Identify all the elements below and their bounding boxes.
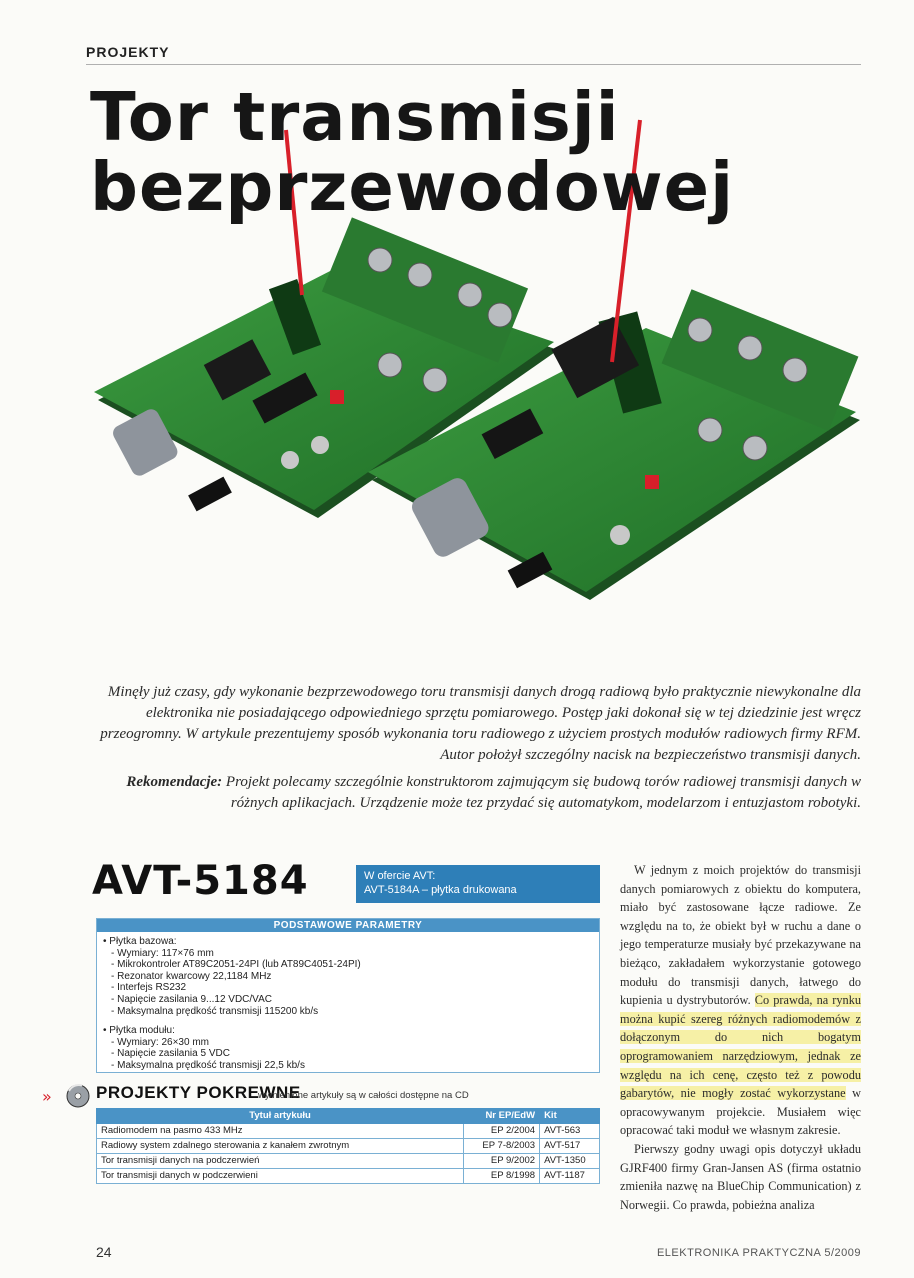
column-header: Tytuł artykułu — [97, 1109, 464, 1124]
table-header-row — [97, 1109, 600, 1124]
article-title — [90, 78, 735, 226]
group-title: • Płytka bazowa: — [103, 936, 177, 947]
table-cell: AVT-517 — [540, 1139, 600, 1154]
column-header: Nr EP/EdW — [464, 1109, 540, 1124]
parameter-item: - Maksymalna prędkość transmisji 115200 kb/s — [111, 1005, 319, 1017]
related-projects-note: wymienione artykuły są w całości dostępne na CD — [258, 1090, 469, 1101]
parameters-group — [103, 936, 593, 1017]
related-projects-table — [96, 1108, 600, 1184]
body-paragraph — [620, 861, 861, 1140]
table-row — [97, 1169, 600, 1184]
table-cell: EP 8/1998 — [464, 1169, 540, 1184]
table-cell: Radiomodem na pasmo 433 MHz — [97, 1124, 464, 1139]
section-divider — [86, 64, 861, 65]
group-title: • Płytka modułu: — [103, 1025, 175, 1037]
parameter-item: - Wymiary: 26×30 mm — [111, 1036, 209, 1048]
parameter-item: - Wymiary: 117×76 mm — [111, 947, 214, 959]
title-line-1: Tor transmisji — [90, 78, 620, 156]
table-row — [97, 1139, 600, 1154]
kit-code: AVT-5184 — [92, 858, 309, 904]
body-text-run: w opracowywanym projekcie. Musiałem więc opracować taki moduł we własnym zakresie. — [620, 1086, 861, 1138]
recommendation-paragraph — [96, 772, 861, 814]
table-cell: Tor transmisji danych w podczerwieni — [97, 1169, 464, 1184]
table-cell: AVT-1350 — [540, 1154, 600, 1169]
svg-text:»: » — [42, 1087, 52, 1106]
related-projects-heading: PROJEKTY POKREWNE — [96, 1083, 301, 1102]
table-cell: AVT-563 — [540, 1124, 600, 1139]
article-body — [620, 861, 861, 1214]
parameter-item: - Maksymalna prędkość transmisji 22,5 kb/s — [111, 1059, 305, 1071]
body-paragraph: Pierwszy godny uwagi opis dotyczył układu GJRF400 firmy Gran-Jansen AS (firma ostatnio zmieniła nazwę na BlueChip Communication) z Norwegii. Co prawda, pobieżna analiza — [620, 1141, 861, 1212]
table-cell: EP 2/2004 — [464, 1124, 540, 1139]
table-cell: Radiowy system zdalnego sterowania z kanałem zwrotnym — [97, 1139, 464, 1154]
parameters-body — [97, 932, 599, 1076]
table-cell: EP 7-8/2003 — [464, 1139, 540, 1154]
recommendation-label: Rekomendacje: — [126, 774, 223, 790]
highlighted-text: Co prawda, na rynku można kupić szereg różnych radiomodemów z dołączonym do nich bogatym oprogramowaniem narzędziowym, jednak ze względu na ich cenę, często też z powodu gabarytów, nie mogły zostać wykorzystane — [620, 993, 861, 1101]
column-header: Kit — [540, 1109, 600, 1124]
article-lead — [96, 682, 861, 814]
parameter-item: - Mikrokontroler AT89C2051-24PI (lub AT89C4051-24PI) — [111, 959, 361, 971]
lead-paragraph: Minęły już czasy, gdy wykonanie bezprzewodowego toru transmisji danych drogą radiową było praktycznie niewykonalne dla elektronika nie posiadającego odpowiedniego sprzętu pomiarowego. Postęp jaki dokonał się w tej dziedzinie jest wręcz przeogromny. W artykule prezentujemy sposób wykonania toru radiowego z użyciem prostych modułów radiowych firmy RFM. Autor położył szczególny nacisk na bezpieczeństwo transmisji danych. — [100, 684, 861, 763]
offer-heading: W ofercie AVT: — [364, 870, 436, 882]
offer-box — [356, 865, 600, 903]
table-row — [97, 1154, 600, 1169]
title-line-2: bezprzewodowej — [90, 148, 735, 226]
body-text-run: W jednym z moich projektów do transmisji danych pomiarowych z obiektu do komputera, miało być zastosowane łącze radiowe. Ze względu na to, że obiekt był w ruchu a dane o jego temperaturze musiały być przekazywane na bieżąco, zakładałem wykorzystanie gotowego modułu do transmisji danych, łatwego do kupienia u dystrybutorów. — [620, 863, 861, 1008]
table-row — [97, 1124, 600, 1139]
recommendation-text: Projekt polecamy szczególnie konstruktorom zajmującym się budową torów radiowej transmisji danych w różnych aplikacjach. Urządzenie może tez przydać się automatykom, modelarzom i entuzjastom robotyki. — [222, 774, 861, 811]
page-number: 24 — [96, 1244, 112, 1260]
parameters-group — [103, 1025, 593, 1071]
parameter-item: - Napięcie zasilania 5 VDC — [111, 1048, 230, 1060]
parameter-item: - Interfejs RS232 — [111, 982, 187, 994]
parameter-item: - Napięcie zasilania 9...12 VDC/VAC — [111, 993, 272, 1005]
section-label: PROJEKTY — [86, 44, 170, 60]
parameters-heading: PODSTAWOWE PARAMETRY — [97, 919, 599, 932]
parameter-item: - Rezonator kwarcowy 22,1184 MHz — [111, 970, 272, 982]
journal-footer: ELEKTRONIKA PRAKTYCZNA 5/2009 — [656, 1247, 861, 1259]
cd-icon — [42, 1082, 94, 1108]
offer-item: AVT-5184A – płytka drukowana — [364, 884, 517, 896]
table-cell: EP 9/2002 — [464, 1154, 540, 1169]
parameters-box — [96, 918, 600, 1073]
table-cell: Tor transmisji danych na podczerwień — [97, 1154, 464, 1169]
table-cell: AVT-1187 — [540, 1169, 600, 1184]
